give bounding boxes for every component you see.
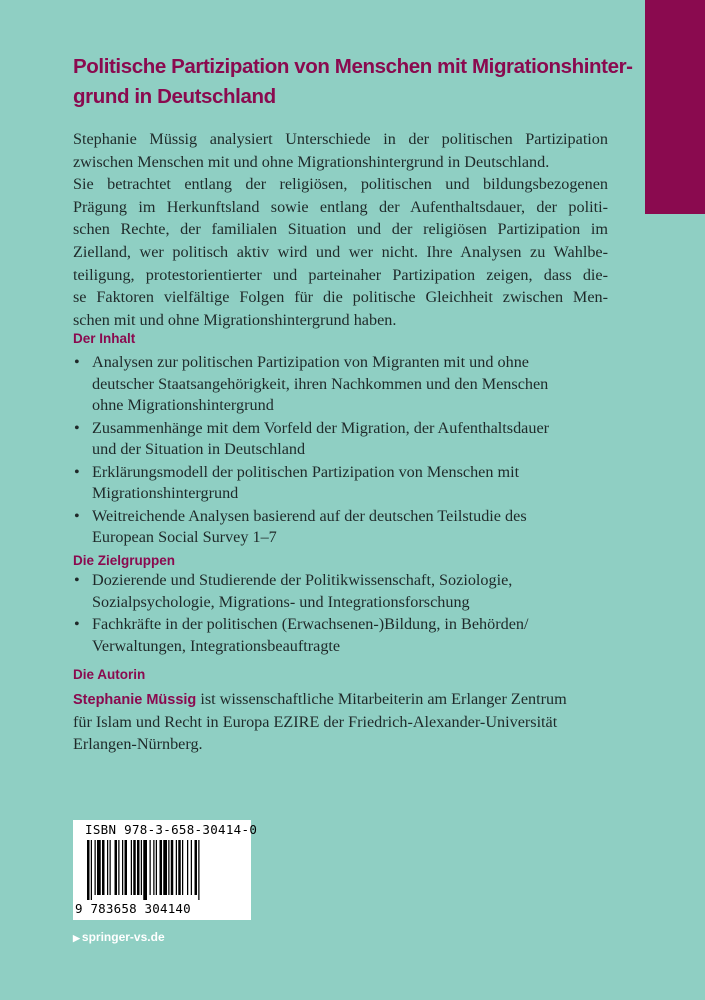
abstract-line: teiligung, protestorientierter und parteinaher Partizipation zeigen, dass die- (73, 265, 608, 284)
accent-bar (645, 0, 705, 214)
list-item-line: und der Situation in Deutschland (92, 440, 306, 458)
list-item-line: Sozialpsychologie, Migrations- und Integrationsforschung (92, 592, 470, 611)
author-bio-line: Erlangen-Nürnberg. (73, 735, 203, 753)
website-text: springer-vs.de (81, 930, 165, 944)
author-bio-line: für Islam und Recht in Europa EZIRE der Friedrich-Alexander-Universität (73, 713, 558, 731)
list-item (73, 352, 613, 417)
bullet: • (74, 418, 80, 437)
list-item (73, 506, 613, 549)
bullet: • (74, 571, 80, 589)
isbn-label: ISBN 978-3-658-30414-0 (85, 822, 258, 837)
content-heading: Der Inhalt (73, 331, 136, 346)
title-line: grund in Deutschland (73, 85, 276, 108)
bullet: • (74, 353, 80, 371)
abstract-line: zwischen Menschen mit und ohne Migrationshintergrund in Deutschland. (73, 152, 550, 171)
abstract-line: se Faktoren vielfältige Folgen für die politische Gleichheit zwischen Men- (73, 288, 608, 307)
arrow-icon: ▶ (73, 933, 80, 943)
barcode-digits: 9 783658 304140 (75, 901, 191, 916)
abstract-line: schen mit und ohne Migrationshintergrund haben. (73, 310, 397, 329)
abstract (73, 128, 608, 331)
author-heading: Die Autorin (73, 667, 146, 682)
list-item-line: ohne Migrationshintergrund (92, 396, 274, 414)
book-title (73, 52, 633, 112)
title-line: Politische Partizipation von Menschen mit Migrationshinter- (73, 55, 633, 78)
bullet: • (74, 506, 80, 525)
isbn-barcode (73, 820, 258, 920)
list-item-line: Migrationshintergrund (92, 484, 239, 502)
audience-list (73, 570, 613, 658)
barcode-bars (73, 838, 251, 900)
author-bio (73, 688, 613, 755)
author-name: Stephanie Müssig (73, 692, 197, 708)
list-item-line: Weitreichende Analysen basierend auf der deutschen Teilstudie des (92, 506, 527, 525)
abstract-line: Zielland, wer politisch aktiv wird und wer nicht. Ihre Analysen zu Wahlbe- (73, 242, 608, 261)
abstract-line: Prägung im Herkunftsland sowie entlang der Aufenthaltsdauer, der politi- (73, 197, 608, 216)
content-list (73, 352, 613, 550)
abstract-line: schen Rechte, der familialen Situation und der religiösen Partizipation im (73, 220, 608, 239)
list-item-line: Dozierende und Studierende der Politikwissenschaft, Soziologie, (92, 571, 513, 589)
audience-heading: Die Zielgruppen (73, 553, 176, 568)
list-item-line: Verwaltungen, Integrationsbeauftragte (92, 636, 341, 655)
bullet: • (74, 462, 80, 481)
list-item-line: Analysen zur politischen Partizipation von Migranten mit und ohne (92, 353, 529, 371)
list-item (73, 418, 613, 461)
list-item (73, 462, 613, 505)
list-item-line: Erklärungsmodell der politischen Partizipation von Menschen mit (92, 462, 520, 481)
list-item (73, 614, 613, 657)
list-item-line: Zusammenhänge mit dem Vorfeld der Migration, der Aufenthaltsdauer (92, 418, 550, 437)
abstract-line: Sie betrachtet entlang der religiösen, politischen und bildungsbezogenen (73, 175, 608, 194)
list-item (73, 570, 613, 613)
abstract-line: Stephanie Müssig analysiert Unterschiede in der politischen Partizipation (73, 130, 608, 148)
author-bio-text: ist wissenschaftliche Mitarbeiterin am Erlanger Zentrum (196, 690, 567, 708)
author-bio-line (73, 688, 613, 711)
list-item-line: European Social Survey 1–7 (92, 528, 277, 546)
bullet: • (74, 615, 80, 633)
list-item-line: Fachkräfte in der politischen (Erwachsenen-)Bildung, in Behörden/ (92, 615, 529, 633)
website-link[interactable] (73, 930, 165, 944)
list-item-line: deutscher Staatsangehörigkeit, ihren Nachkommen und den Menschen (92, 374, 549, 393)
